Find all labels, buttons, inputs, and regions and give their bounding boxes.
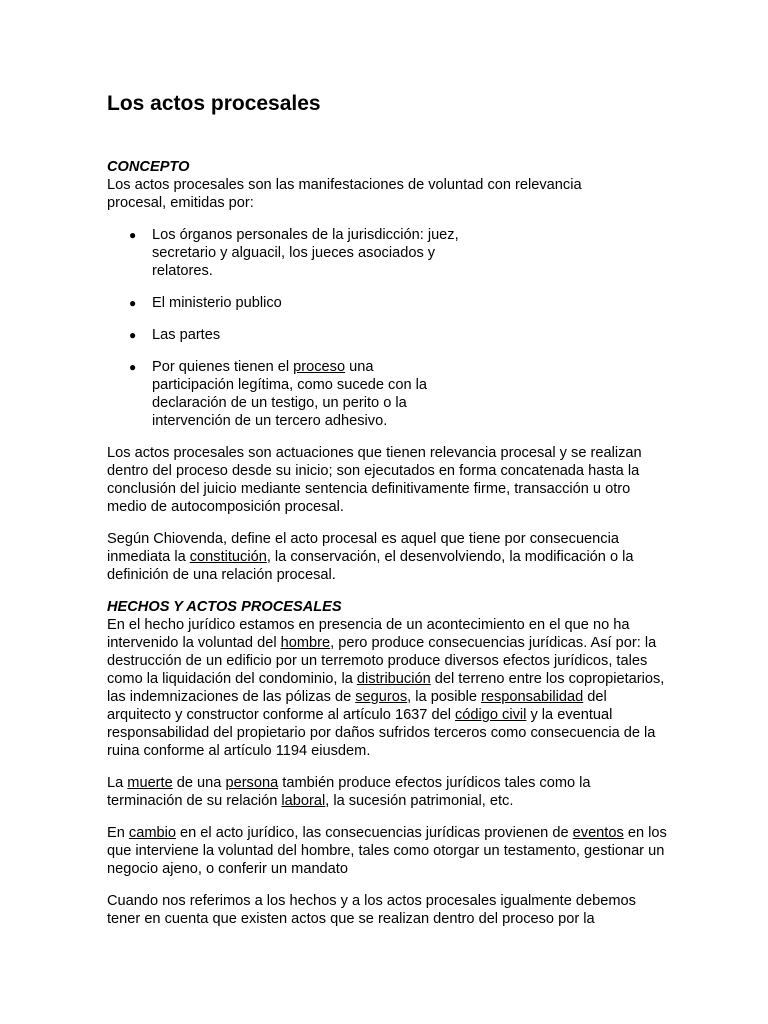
bullet-icon: ● bbox=[129, 360, 137, 374]
bullet-icon: ● bbox=[129, 296, 137, 310]
link-hombre[interactable]: hombre bbox=[280, 635, 331, 651]
section-heading-concepto: CONCEPTO bbox=[107, 159, 190, 175]
document-body bbox=[107, 90, 667, 942]
bullet-list bbox=[107, 226, 667, 430]
list-item: ● Por quienes tienen el proceso una participación legítima, como sucede con la declaración de un testigo, un perito o la intervención de un tercero adhesivo. bbox=[129, 359, 427, 429]
bullet-icon: ● bbox=[129, 228, 137, 242]
link-laboral[interactable]: laboral bbox=[281, 793, 326, 809]
section-heading-hechos: HECHOS Y ACTOS PROCESALES bbox=[107, 599, 342, 615]
list-item: ● El ministerio publico bbox=[129, 295, 282, 311]
list-item: ● Las partes bbox=[129, 327, 221, 343]
paragraph: En cambio en el acto jurídico, las consecuencias jurídicas provienen de eventos en los que interviene la voluntad del hombre, tales como otorgar un testamento, gestionar un negocio ajeno, o conferir un mandato bbox=[107, 825, 667, 877]
paragraph: Los actos procesales son actuaciones que tienen relevancia procesal y se realizan dentro del proceso desde su inicio; son ejecutados en forma concatenada hasta la conclusión del juicio mediante sentencia definitivamente firme, transacción u otro medio de autocomposición procesal. bbox=[107, 445, 642, 515]
link-seguros[interactable]: seguros bbox=[355, 689, 408, 705]
list-item: ● Los órganos personales de la jurisdicción: juez, secretario y alguacil, los jueces asociados y relatores. bbox=[129, 227, 459, 279]
page-title: Los actos procesales bbox=[107, 92, 321, 115]
link-persona[interactable]: persona bbox=[225, 775, 279, 791]
link-constitucion[interactable]: constitución bbox=[189, 549, 267, 565]
paragraph: En el hecho jurídico estamos en presencia de un acontecimiento en el que no ha intervenido la voluntad del hombre, pero produce consecuencias jurídicas. Así por: la destrucción de un edificio por un terremoto produce diversos efectos jurídicos, tales como la liquidación del condominio, la distribución del terreno entre los copropietarios, las indemnizaciones de las pólizas de seguros, la posible responsabilidad del arquitecto y constructor conforme al artículo 1637 del código civil y la eventual responsabilidad del propietario por daños sufridos terceros como consecuencia de la ruina conforme al artículo 1194 eiusdem. bbox=[107, 617, 665, 759]
link-muerte[interactable]: muerte bbox=[127, 775, 173, 791]
link-responsabilidad[interactable]: responsabilidad bbox=[481, 689, 584, 705]
concepto-intro: Los actos procesales son las manifestaciones de voluntad con relevancia procesal, emitidas por: bbox=[107, 177, 582, 211]
link-eventos[interactable]: eventos bbox=[572, 825, 624, 841]
link-proceso[interactable]: proceso bbox=[293, 359, 346, 375]
link-codigo-civil[interactable]: código civil bbox=[455, 707, 527, 723]
link-cambio[interactable]: cambio bbox=[128, 825, 176, 841]
paragraph: Cuando nos referimos a los hechos y a los actos procesales igualmente debemos tener en cuenta que existen actos que se realizan dentro del proceso por la bbox=[107, 893, 636, 927]
bullet-icon: ● bbox=[129, 328, 137, 342]
paragraph: La muerte de una persona también produce efectos jurídicos tales como la terminación de su relación laboral, la sucesión patrimonial, etc. bbox=[107, 775, 591, 809]
link-distribucion[interactable]: distribución bbox=[356, 671, 431, 687]
paragraph: Según Chiovenda, define el acto procesal es aquel que tiene por consecuencia inmediata la constitución, la conservación, el desenvolviendo, la modificación o la definición de una relación procesal. bbox=[107, 531, 634, 583]
